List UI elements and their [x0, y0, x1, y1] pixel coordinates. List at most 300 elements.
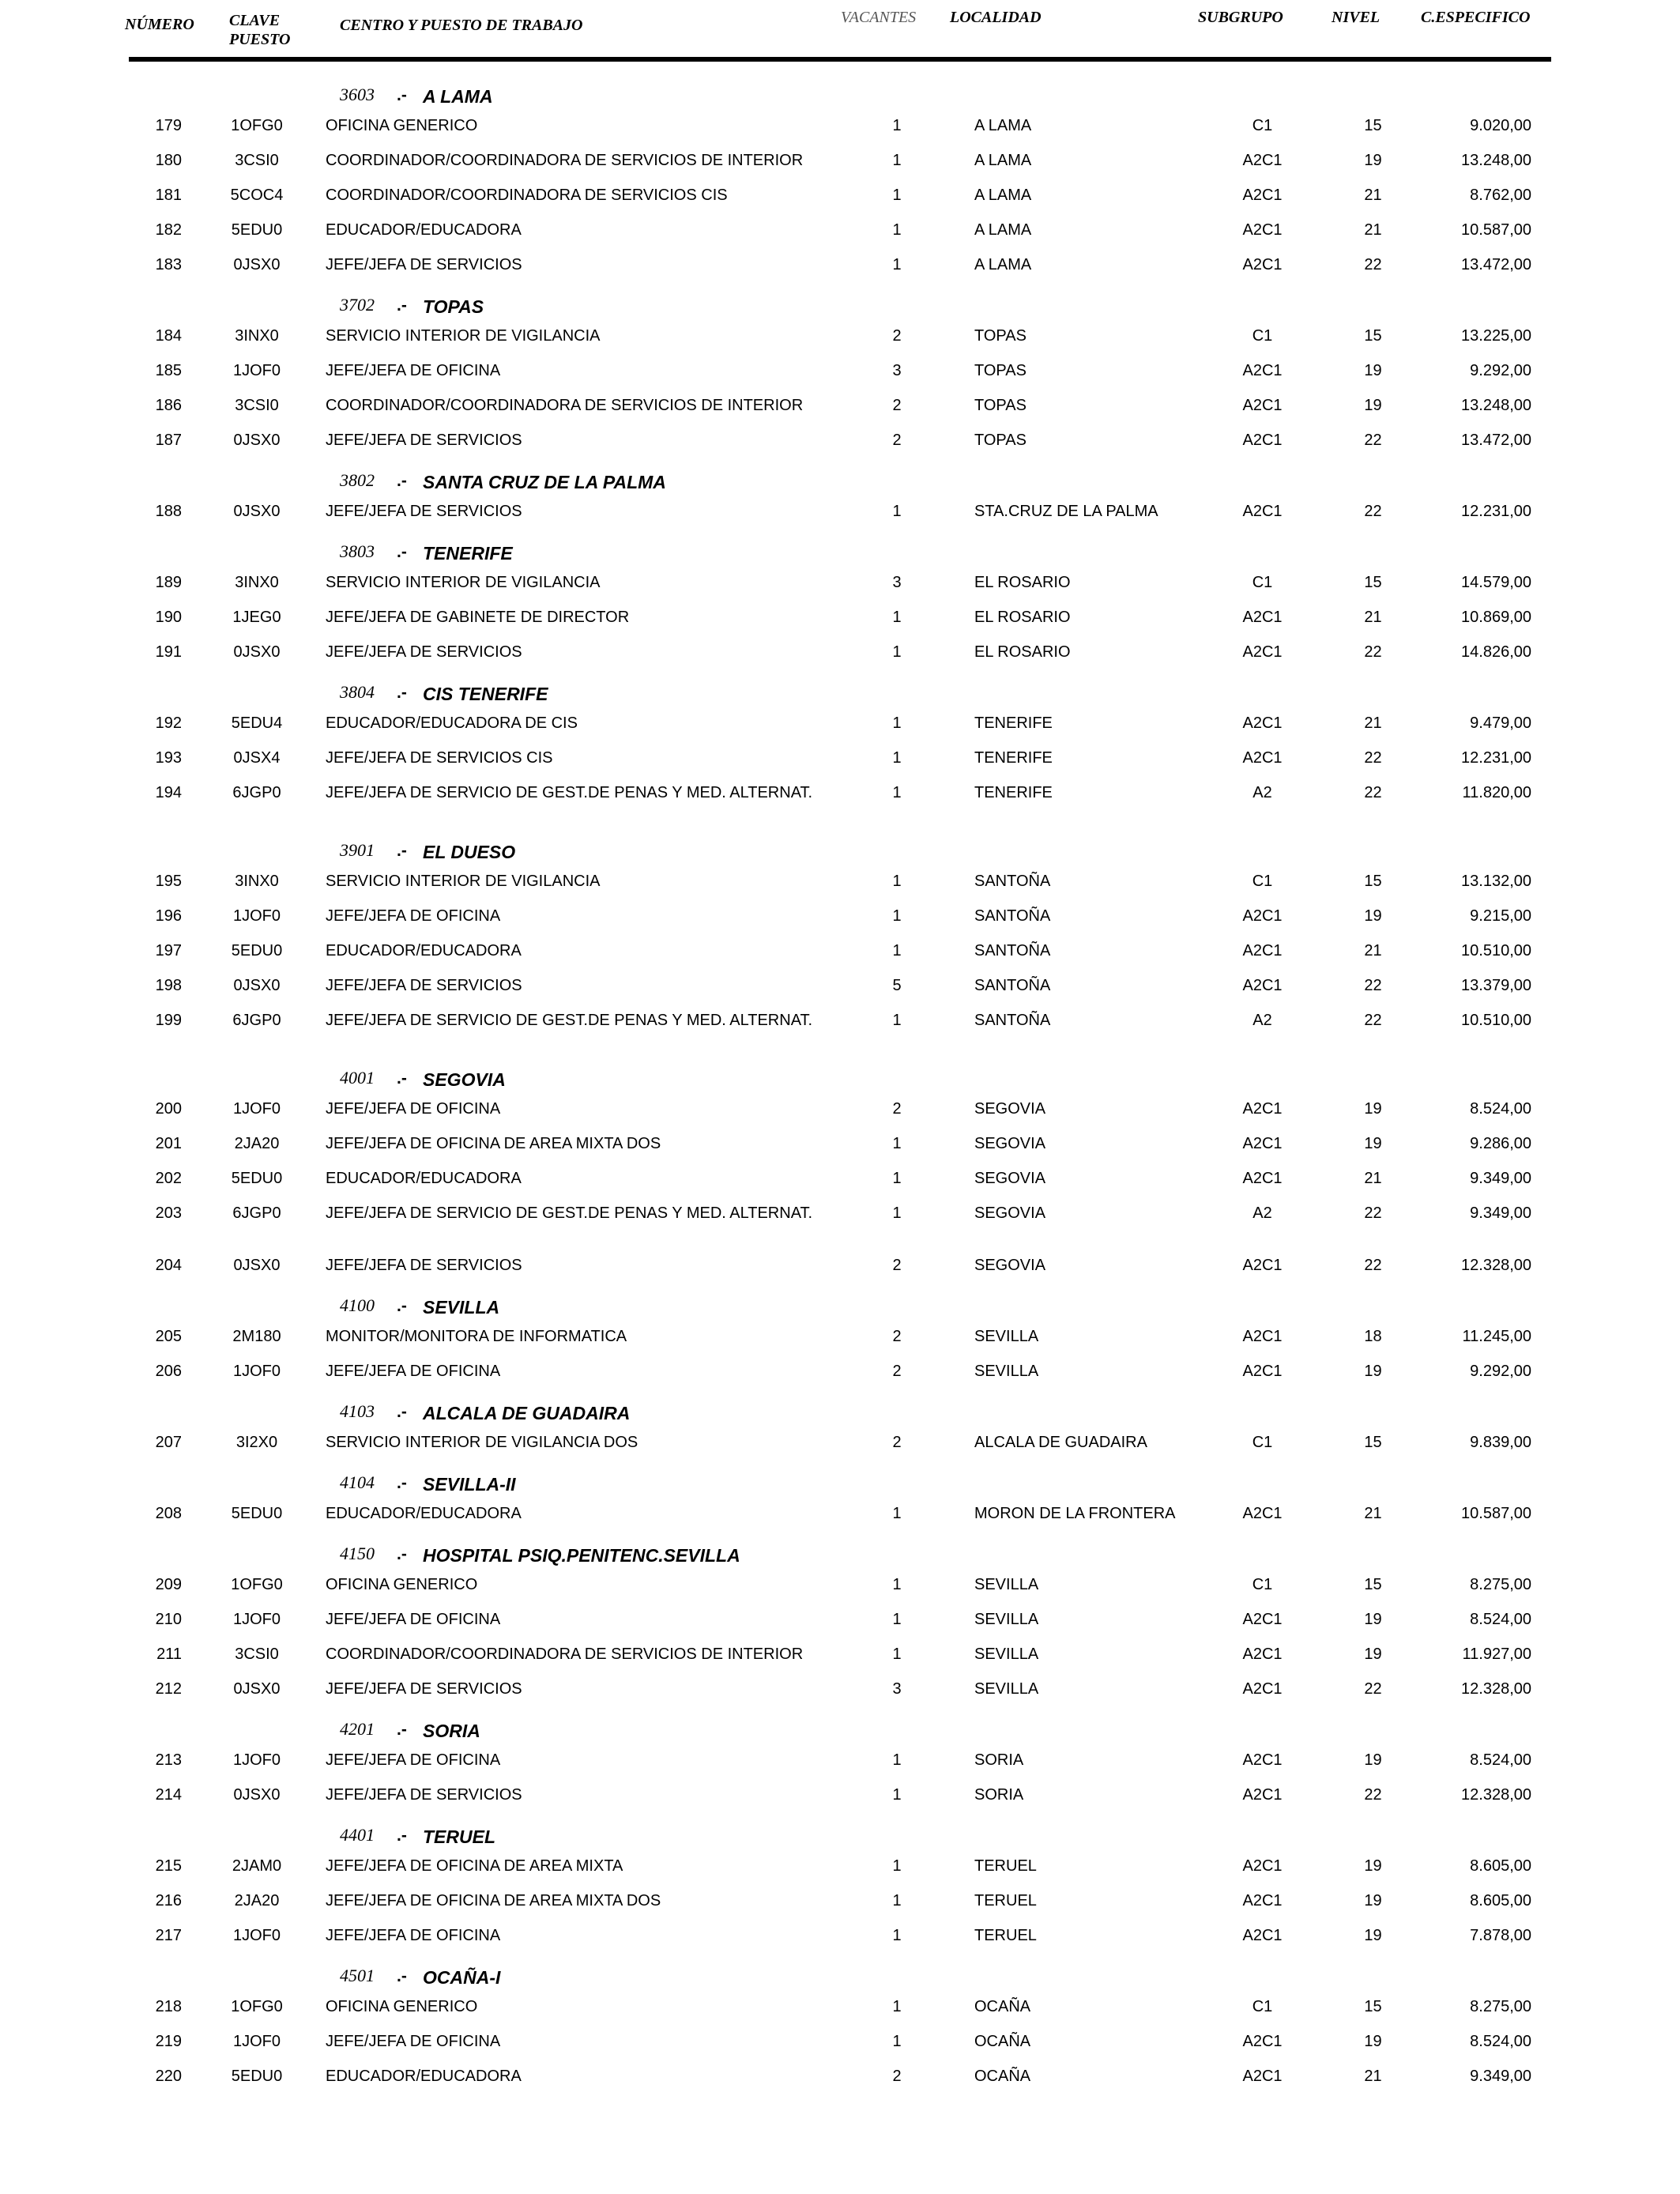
cell-subgrupo: A2C1 — [1242, 1505, 1283, 1522]
group-separator: .- — [397, 1967, 407, 1985]
group-name: EL DUESO — [423, 842, 516, 862]
group-separator: .- — [397, 296, 407, 315]
cell-puesto: JEFE/JEFA DE OFICINA — [326, 362, 501, 379]
cell-localidad: OCAÑA — [974, 2068, 1031, 2085]
cell-vacantes: 1 — [892, 1012, 902, 1029]
cell-nivel: 19 — [1364, 1751, 1382, 1769]
cell-subgrupo: A2C1 — [1242, 714, 1283, 732]
group-separator: .- — [397, 684, 407, 702]
cell-nivel: 15 — [1364, 1576, 1382, 1593]
cell-vacantes: 1 — [892, 1927, 902, 1944]
cell-numero: 191 — [155, 643, 182, 661]
cell-especifico: 8.524,00 — [1470, 2033, 1531, 2050]
cell-especifico: 8.524,00 — [1470, 1751, 1531, 1769]
cell-numero: 208 — [155, 1505, 182, 1522]
table-row — [0, 497, 1680, 532]
cell-clave: 3INX0 — [235, 574, 279, 591]
group-name: CIS TENERIFE — [423, 684, 548, 704]
cell-subgrupo: A2C1 — [1242, 1611, 1283, 1628]
cell-nivel: 22 — [1364, 256, 1382, 273]
table-row — [0, 391, 1680, 426]
table-row — [0, 778, 1680, 831]
cell-localidad: A LAMA — [974, 152, 1032, 169]
cell-localidad: SORIA — [974, 1751, 1024, 1769]
cell-clave: 0JSX0 — [233, 643, 281, 661]
cell-subgrupo: A2C1 — [1242, 152, 1283, 169]
cell-clave: 5EDU0 — [231, 1170, 283, 1187]
cell-puesto: JEFE/JEFA DE SERVICIOS — [326, 256, 522, 273]
cell-subgrupo: A2C1 — [1242, 643, 1283, 661]
cell-localidad: SANTOÑA — [974, 942, 1051, 959]
cell-puesto: COORDINADOR/COORDINADORA DE SERVICIOS DE INTERIOR — [326, 397, 804, 414]
group-code: 4001 — [340, 1068, 375, 1088]
cell-numero: 218 — [155, 1998, 182, 2015]
cell-numero: 199 — [155, 1012, 182, 1029]
cell-clave: 0JSX4 — [233, 749, 281, 767]
cell-especifico: 9.292,00 — [1470, 1363, 1531, 1380]
table-row — [0, 1921, 1680, 1956]
table-row — [0, 356, 1680, 391]
cell-clave: 5EDU4 — [231, 714, 283, 732]
table-row — [0, 1129, 1680, 1164]
cell-localidad: SEVILLA — [974, 1646, 1039, 1663]
cell-subgrupo: A2C1 — [1242, 609, 1283, 626]
group-heading — [0, 1815, 1680, 1852]
cell-numero: 220 — [155, 2068, 182, 2085]
table-row — [0, 902, 1680, 937]
header-subgrupo: SUBGRUPO — [1198, 9, 1283, 26]
group-heading — [0, 831, 1680, 867]
group-heading — [0, 75, 1680, 111]
group-heading — [0, 673, 1680, 709]
header-rule — [129, 57, 1551, 62]
cell-numero: 201 — [155, 1135, 182, 1152]
cell-vacantes: 1 — [892, 643, 902, 661]
group-name: TOPAS — [423, 296, 484, 317]
table-row — [0, 2062, 1680, 2097]
cell-clave: 1JEG0 — [232, 609, 281, 626]
cell-clave: 6JGP0 — [232, 1204, 281, 1222]
cell-localidad: TOPAS — [974, 327, 1026, 345]
cell-clave: 6JGP0 — [232, 1012, 281, 1029]
cell-subgrupo: A2C1 — [1242, 1646, 1283, 1663]
group-name: SEVILLA — [423, 1297, 500, 1318]
cell-nivel: 19 — [1364, 397, 1382, 414]
cell-subgrupo: A2C1 — [1242, 1892, 1283, 1909]
cell-clave: 3INX0 — [235, 873, 279, 890]
table-row — [0, 1499, 1680, 1534]
cell-puesto: SERVICIO INTERIOR DE VIGILANCIA — [326, 574, 601, 591]
cell-localidad: SEGOVIA — [974, 1135, 1046, 1152]
cell-clave: 0JSX0 — [233, 977, 281, 994]
cell-especifico: 9.349,00 — [1470, 2068, 1531, 2085]
group-heading — [0, 1956, 1680, 1992]
cell-localidad: MORON DE LA FRONTERA — [974, 1505, 1176, 1522]
cell-numero: 202 — [155, 1170, 182, 1187]
cell-subgrupo: A2C1 — [1242, 1135, 1283, 1152]
cell-clave: 1JOF0 — [232, 2033, 281, 2050]
header-nivel: NIVEL — [1332, 9, 1381, 26]
group-heading — [0, 461, 1680, 497]
group-name: SANTA CRUZ DE LA PALMA — [423, 472, 666, 492]
cell-subgrupo: A2C1 — [1242, 2068, 1283, 2085]
cell-clave: 1JOF0 — [232, 1611, 281, 1628]
cell-numero: 200 — [155, 1100, 182, 1118]
cell-nivel: 21 — [1364, 1505, 1382, 1522]
cell-nivel: 22 — [1364, 784, 1382, 801]
cell-subgrupo: A2C1 — [1242, 256, 1283, 273]
group-name: TENERIFE — [423, 543, 513, 564]
cell-subgrupo: C1 — [1252, 117, 1273, 134]
cell-nivel: 19 — [1364, 1363, 1382, 1380]
cell-puesto: EDUCADOR/EDUCADORA — [326, 1505, 522, 1522]
table-row — [0, 1095, 1680, 1129]
cell-nivel: 21 — [1364, 221, 1382, 239]
group-heading — [0, 532, 1680, 568]
cell-especifico: 13.379,00 — [1461, 977, 1531, 994]
cell-localidad: EL ROSARIO — [974, 609, 1071, 626]
cell-numero: 204 — [155, 1257, 182, 1274]
cell-puesto: SERVICIO INTERIOR DE VIGILANCIA — [326, 873, 601, 890]
cell-puesto: MONITOR/MONITORA DE INFORMATICA — [326, 1328, 627, 1345]
cell-subgrupo: A2C1 — [1242, 1170, 1283, 1187]
cell-localidad: A LAMA — [974, 256, 1032, 273]
cell-numero: 213 — [155, 1751, 182, 1769]
cell-subgrupo: A2C1 — [1242, 942, 1283, 959]
cell-localidad: EL ROSARIO — [974, 574, 1071, 591]
group-code: 3901 — [340, 840, 375, 860]
cell-especifico: 13.472,00 — [1461, 432, 1531, 449]
cell-nivel: 22 — [1364, 503, 1382, 520]
cell-vacantes: 1 — [892, 117, 902, 134]
cell-puesto: JEFE/JEFA DE OFICINA — [326, 907, 501, 925]
cell-especifico: 12.231,00 — [1461, 749, 1531, 767]
cell-clave: 1JOF0 — [232, 1927, 281, 1944]
cell-nivel: 15 — [1364, 327, 1382, 345]
header-centro: CENTRO Y PUESTO DE TRABAJO — [340, 17, 583, 34]
table-header — [0, 0, 1680, 63]
group-code: 4201 — [340, 1719, 375, 1739]
cell-vacantes: 2 — [892, 2068, 902, 2085]
group-heading — [0, 1710, 1680, 1746]
cell-especifico: 14.826,00 — [1461, 643, 1531, 661]
cell-numero: 217 — [155, 1927, 182, 1944]
table-row — [0, 1992, 1680, 2027]
cell-especifico: 9.286,00 — [1470, 1135, 1531, 1152]
cell-nivel: 22 — [1364, 432, 1382, 449]
cell-especifico: 11.245,00 — [1462, 1328, 1531, 1345]
table-row — [0, 1199, 1680, 1251]
table-row — [0, 1357, 1680, 1392]
cell-vacantes: 2 — [892, 1363, 902, 1380]
table-row — [0, 1006, 1680, 1058]
group-name: A LAMA — [423, 86, 493, 107]
group-code: 4150 — [340, 1544, 375, 1563]
cell-localidad: SANTOÑA — [974, 873, 1051, 890]
cell-vacantes: 2 — [892, 432, 902, 449]
cell-especifico: 10.587,00 — [1461, 1505, 1531, 1522]
group-separator: .- — [397, 1069, 407, 1088]
cell-especifico: 12.328,00 — [1461, 1786, 1531, 1804]
table-row — [0, 1852, 1680, 1887]
cell-subgrupo: C1 — [1252, 1576, 1273, 1593]
table-row — [0, 216, 1680, 251]
table-row — [0, 603, 1680, 638]
cell-localidad: SANTOÑA — [974, 977, 1051, 994]
cell-especifico: 11.820,00 — [1462, 784, 1531, 801]
cell-puesto: COORDINADOR/COORDINADORA DE SERVICIOS CIS — [326, 187, 728, 204]
cell-clave: 1JOF0 — [232, 907, 281, 925]
cell-nivel: 19 — [1364, 1100, 1382, 1118]
cell-especifico: 9.020,00 — [1470, 117, 1531, 134]
cell-numero: 189 — [155, 574, 182, 591]
cell-localidad: SEVILLA — [974, 1576, 1039, 1593]
cell-numero: 190 — [155, 609, 182, 626]
cell-subgrupo: A2 — [1252, 1012, 1272, 1029]
cell-localidad: SEGOVIA — [974, 1170, 1046, 1187]
cell-nivel: 15 — [1364, 1434, 1382, 1451]
table-row — [0, 146, 1680, 181]
cell-vacantes: 1 — [892, 221, 902, 239]
cell-clave: 2M180 — [232, 1328, 281, 1345]
cell-numero: 205 — [155, 1328, 182, 1345]
cell-clave: 0JSX0 — [233, 256, 281, 273]
cell-nivel: 21 — [1364, 1170, 1382, 1187]
cell-numero: 214 — [155, 1786, 182, 1804]
cell-numero: 185 — [155, 362, 182, 379]
cell-clave: 3CSI0 — [235, 152, 279, 169]
cell-puesto: EDUCADOR/EDUCADORA — [326, 221, 522, 239]
cell-numero: 186 — [155, 397, 182, 414]
cell-vacantes: 1 — [892, 1786, 902, 1804]
cell-localidad: TERUEL — [974, 1892, 1037, 1909]
cell-nivel: 22 — [1364, 1012, 1382, 1029]
cell-numero: 203 — [155, 1204, 182, 1222]
cell-subgrupo: A2C1 — [1242, 749, 1283, 767]
positions-listing — [0, 75, 1680, 2097]
cell-clave: 3I2X0 — [235, 1434, 278, 1451]
cell-subgrupo: A2C1 — [1242, 503, 1283, 520]
cell-especifico: 7.878,00 — [1470, 1927, 1531, 1944]
cell-clave: 1OFG0 — [231, 117, 283, 134]
cell-localidad: OCAÑA — [974, 1998, 1031, 2015]
cell-especifico: 9.349,00 — [1470, 1204, 1531, 1222]
table-row — [0, 1251, 1680, 1286]
table-row — [0, 971, 1680, 1006]
cell-puesto: SERVICIO INTERIOR DE VIGILANCIA — [326, 327, 601, 345]
cell-subgrupo: A2C1 — [1242, 1363, 1283, 1380]
cell-vacantes: 1 — [892, 942, 902, 959]
group-separator: .- — [397, 86, 407, 104]
cell-localidad: TOPAS — [974, 432, 1026, 449]
cell-clave: 0JSX0 — [233, 432, 281, 449]
cell-especifico: 8.524,00 — [1470, 1611, 1531, 1628]
cell-subgrupo: A2C1 — [1242, 1786, 1283, 1804]
group-separator: .- — [397, 842, 407, 860]
cell-clave: 1OFG0 — [231, 1576, 283, 1593]
cell-puesto: JEFE/JEFA DE SERVICIO DE GEST.DE PENAS Y MED. ALTERNAT. — [326, 1012, 813, 1029]
cell-vacantes: 5 — [892, 977, 902, 994]
group-heading — [0, 1286, 1680, 1322]
cell-puesto: OFICINA GENERICO — [326, 1576, 478, 1593]
cell-localidad: TENERIFE — [974, 784, 1053, 801]
cell-numero: 210 — [155, 1611, 182, 1628]
cell-nivel: 22 — [1364, 977, 1382, 994]
cell-nivel: 22 — [1364, 1680, 1382, 1698]
cell-vacantes: 2 — [892, 1328, 902, 1345]
cell-vacantes: 1 — [892, 2033, 902, 2050]
cell-subgrupo: A2C1 — [1242, 362, 1283, 379]
cell-nivel: 22 — [1364, 1786, 1382, 1804]
table-row — [0, 111, 1680, 146]
cell-especifico: 9.479,00 — [1470, 714, 1531, 732]
group-code: 4103 — [340, 1401, 375, 1421]
group-code: 3702 — [340, 295, 375, 315]
table-row — [0, 1322, 1680, 1357]
cell-especifico: 9.839,00 — [1470, 1434, 1531, 1451]
cell-puesto: JEFE/JEFA DE OFICINA — [326, 1927, 501, 1944]
cell-vacantes: 1 — [892, 1135, 902, 1152]
cell-puesto: JEFE/JEFA DE SERVICIOS CIS — [326, 749, 553, 767]
cell-puesto: JEFE/JEFA DE OFICINA DE AREA MIXTA DOS — [326, 1892, 661, 1909]
cell-clave: 6JGP0 — [232, 784, 281, 801]
cell-localidad: TOPAS — [974, 362, 1026, 379]
cell-numero: 192 — [155, 714, 182, 732]
cell-nivel: 19 — [1364, 1646, 1382, 1663]
cell-puesto: EDUCADOR/EDUCADORA — [326, 942, 522, 959]
cell-especifico: 11.927,00 — [1462, 1646, 1531, 1663]
header-especifico: C.ESPECIFICO — [1421, 9, 1531, 26]
cell-especifico: 8.762,00 — [1470, 187, 1531, 204]
cell-numero: 193 — [155, 749, 182, 767]
header-puesto: PUESTO — [229, 31, 291, 48]
cell-especifico: 10.587,00 — [1461, 221, 1531, 239]
cell-puesto: EDUCADOR/EDUCADORA — [326, 1170, 522, 1187]
cell-nivel: 19 — [1364, 1611, 1382, 1628]
cell-clave: 1JOF0 — [232, 1751, 281, 1769]
cell-vacantes: 2 — [892, 1434, 902, 1451]
group-name: TERUEL — [423, 1826, 495, 1847]
cell-especifico: 8.605,00 — [1470, 1857, 1531, 1875]
cell-clave: 1JOF0 — [232, 362, 281, 379]
cell-numero: 197 — [155, 942, 182, 959]
cell-vacantes: 3 — [892, 362, 902, 379]
cell-clave: 3CSI0 — [235, 1646, 279, 1663]
cell-clave: 5EDU0 — [231, 942, 283, 959]
cell-subgrupo: A2C1 — [1242, 397, 1283, 414]
cell-especifico: 12.231,00 — [1461, 503, 1531, 520]
table-row — [0, 709, 1680, 744]
cell-clave: 5COC4 — [230, 187, 284, 204]
cell-subgrupo: A2C1 — [1242, 1257, 1283, 1274]
group-name: SORIA — [423, 1721, 480, 1741]
cell-clave: 2JA20 — [234, 1892, 280, 1909]
group-name: SEVILLA-II — [423, 1474, 516, 1495]
cell-subgrupo: A2C1 — [1242, 2033, 1283, 2050]
cell-vacantes: 1 — [892, 1998, 902, 2015]
cell-puesto: JEFE/JEFA DE SERVICIO DE GEST.DE PENAS Y MED. ALTERNAT. — [326, 784, 813, 801]
cell-subgrupo: A2C1 — [1242, 907, 1283, 925]
cell-especifico: 12.328,00 — [1461, 1680, 1531, 1698]
cell-nivel: 15 — [1364, 873, 1382, 890]
cell-subgrupo: C1 — [1252, 1998, 1273, 2015]
cell-localidad: SANTOÑA — [974, 907, 1051, 925]
cell-vacantes: 1 — [892, 1646, 902, 1663]
cell-subgrupo: A2C1 — [1242, 1680, 1283, 1698]
cell-especifico: 8.275,00 — [1470, 1576, 1531, 1593]
cell-nivel: 19 — [1364, 362, 1382, 379]
cell-vacantes: 2 — [892, 397, 902, 414]
cell-especifico: 13.225,00 — [1461, 327, 1531, 345]
cell-vacantes: 1 — [892, 187, 902, 204]
table-row — [0, 322, 1680, 356]
cell-vacantes: 1 — [892, 609, 902, 626]
cell-puesto: JEFE/JEFA DE OFICINA DE AREA MIXTA — [326, 1857, 623, 1875]
cell-subgrupo: A2C1 — [1242, 221, 1283, 239]
cell-numero: 207 — [155, 1434, 182, 1451]
table-row — [0, 1781, 1680, 1815]
cell-nivel: 22 — [1364, 643, 1382, 661]
cell-numero: 181 — [155, 187, 182, 204]
cell-vacantes: 1 — [892, 1751, 902, 1769]
cell-subgrupo: A2 — [1252, 784, 1272, 801]
group-code: 3802 — [340, 470, 375, 490]
cell-vacantes: 1 — [892, 784, 902, 801]
cell-nivel: 21 — [1364, 187, 1382, 204]
cell-especifico: 13.132,00 — [1461, 873, 1531, 890]
cell-numero: 209 — [155, 1576, 182, 1593]
cell-nivel: 22 — [1364, 1204, 1382, 1222]
cell-vacantes: 1 — [892, 152, 902, 169]
cell-nivel: 15 — [1364, 117, 1382, 134]
table-row — [0, 1675, 1680, 1710]
cell-subgrupo: A2C1 — [1242, 1927, 1283, 1944]
cell-numero: 216 — [155, 1892, 182, 1909]
cell-puesto: JEFE/JEFA DE OFICINA — [326, 1100, 501, 1118]
group-code: 4100 — [340, 1295, 375, 1315]
group-separator: .- — [397, 1721, 407, 1739]
cell-numero: 206 — [155, 1363, 182, 1380]
cell-localidad: SEVILLA — [974, 1363, 1039, 1380]
group-code: 4104 — [340, 1472, 375, 1492]
cell-numero: 182 — [155, 221, 182, 239]
cell-puesto: OFICINA GENERICO — [326, 1998, 478, 2015]
cell-localidad: SEGOVIA — [974, 1100, 1046, 1118]
cell-numero: 187 — [155, 432, 182, 449]
cell-puesto: JEFE/JEFA DE SERVICIOS — [326, 643, 522, 661]
cell-subgrupo: A2 — [1252, 1204, 1272, 1222]
group-separator: .- — [397, 1403, 407, 1421]
cell-nivel: 15 — [1364, 574, 1382, 591]
cell-numero: 215 — [155, 1857, 182, 1875]
cell-clave: 1OFG0 — [231, 1998, 283, 2015]
cell-nivel: 19 — [1364, 1135, 1382, 1152]
cell-numero: 195 — [155, 873, 182, 890]
cell-vacantes: 1 — [892, 1892, 902, 1909]
cell-especifico: 12.328,00 — [1461, 1257, 1531, 1274]
cell-subgrupo: A2C1 — [1242, 1100, 1283, 1118]
cell-subgrupo: A2C1 — [1242, 977, 1283, 994]
group-name: SEGOVIA — [423, 1069, 506, 1090]
cell-numero: 188 — [155, 503, 182, 520]
cell-subgrupo: A2C1 — [1242, 187, 1283, 204]
table-row — [0, 937, 1680, 971]
cell-localidad: OCAÑA — [974, 2033, 1031, 2050]
cell-especifico: 8.605,00 — [1470, 1892, 1531, 1909]
cell-numero: 179 — [155, 117, 182, 134]
cell-subgrupo: C1 — [1252, 1434, 1273, 1451]
group-name: ALCALA DE GUADAIRA — [423, 1403, 631, 1423]
